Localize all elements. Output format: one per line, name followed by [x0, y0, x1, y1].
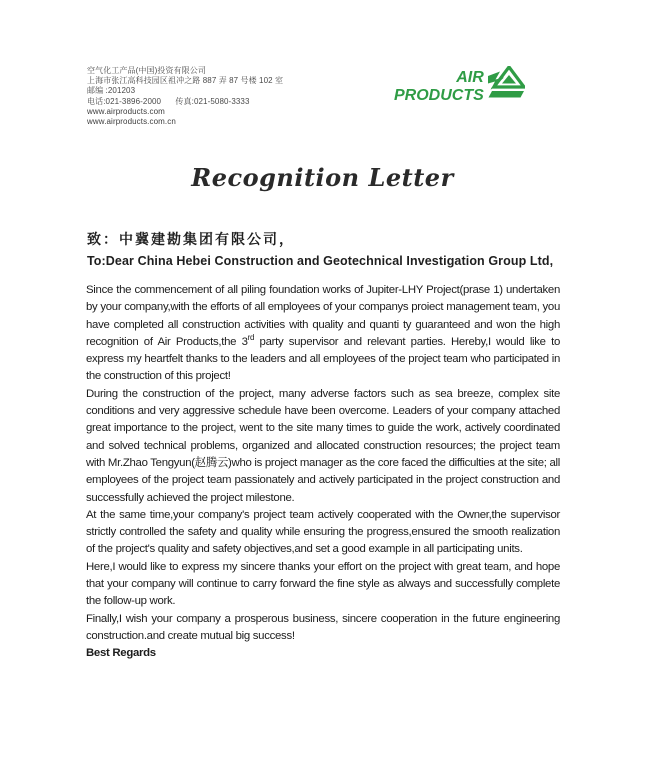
air-products-logo	[394, 66, 525, 105]
letter-body	[86, 282, 560, 663]
paragraph-1	[86, 282, 560, 386]
letter-title: Recognition Letter	[191, 163, 454, 192]
paragraph-4: Here,I would like to express my sincere thanks your effort on the project with great team, and hope that your company will continue to carry forward the fine style as always and successfully complete the follow-up work.	[86, 560, 560, 608]
closing-salutation: Best Regards	[86, 647, 156, 660]
addressee-block	[87, 229, 553, 268]
air-products-triangle-icon	[488, 66, 525, 104]
paragraph-5: Finally,I wish your company a prosperous business, sincere cooperation in the future engineering construction.and create mutual big success!	[86, 612, 560, 642]
paragraph-2: During the construction of the project, many adverse factors such as sea breeze, complex site conditions and very aggressive schedule have been overcome. Leaders of your company attached great importance to the project, went to the site many times to guide the work, actively coordinated and solved technical problems, organized and allocated construction resources; the project team with Mr.Zhao Tengyun(赵腾云)who is project manager as the core faced the difficulties at the site; all employees of the project team passionately and actively participated in the project construction and successfully achieved the project milestone.	[86, 387, 560, 504]
letterhead-company-name: 空气化工产品(中国)投资有限公司	[87, 66, 206, 75]
logo-word-products: PRODUCTS	[394, 87, 484, 104]
letterhead-website-cn: www.airproducts.com.cn	[87, 117, 176, 127]
paragraph-1-text-cont: party supervisor and relevant parties. Hereby,I would like to express my heartfelt thanks to the leaders and all employees of the project team who participated in the construction of this project!	[86, 335, 561, 383]
letterhead-phone-fax	[87, 97, 283, 107]
letterhead-phone: 电话:021-3896-2000	[87, 96, 162, 106]
paragraph-1-text: Since the commencement of all piling foundation works of Jupiter-LHY Project(prase 1) undertaken by your company,with the efforts of all employees of your companys proiect management team, you have completed all construction activities with quality and quanti ty guaranteed and won the high recognition of Air Products,the 3	[86, 284, 560, 348]
ordinal-superscript: rd	[247, 333, 255, 343]
air-products-logo-wordmark	[394, 69, 484, 105]
paragraph-3: At the same time,your company's project team actively cooperated with the Owner,the supervisor strictly controlled the safety and quality while ensuring the progress,ensured the smooth realization of the project's quality and safety objectives,and set a good example in all participating units.	[86, 508, 560, 556]
letterhead-postcode: 邮编 :201203	[87, 86, 136, 96]
letterhead-address: 上海市张江高科技园区祖冲之路 887 弄 87 号楼 102 室	[87, 76, 284, 86]
logo-word-air: AIR	[456, 69, 484, 86]
addressee-chinese: 致：中冀建勘集团有限公司，	[87, 231, 295, 247]
letterhead-fax: 传真:021-5080-3333	[175, 96, 250, 106]
addressee-english: To:Dear China Hebei Construction and Geotechnical Investigation Group Ltd,	[87, 254, 554, 268]
letterhead-website-com: www.airproducts.com	[87, 106, 165, 116]
letterhead	[87, 66, 283, 127]
